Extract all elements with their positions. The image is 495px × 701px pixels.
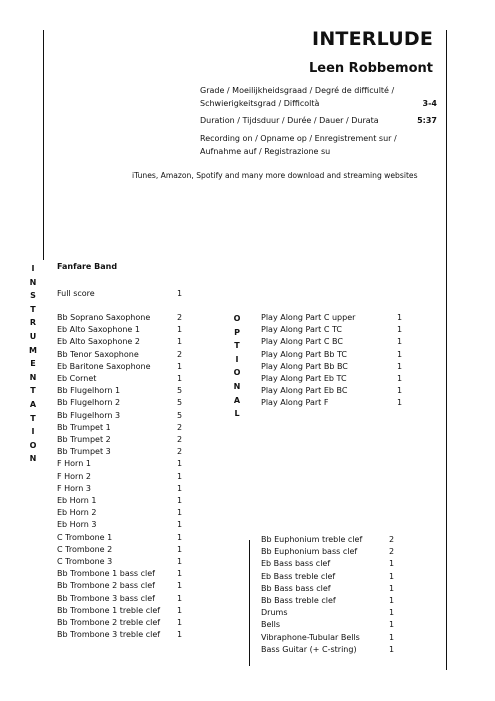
part-quantity: 1 [397,374,403,383]
part-name: Bb Trombone 3 treble clef [57,630,161,640]
part-quantity: 1 [389,559,395,569]
part-quantity: 2 [177,349,183,359]
grade-block [200,84,437,110]
grade-label: Grade / Moeilijkheidsgraad / Degré de difficulté / Schwierigkeitsgrad / Difficoltà [200,86,395,108]
vertical-letter: O [233,368,241,378]
part-quantity: 1 [177,337,183,347]
vertical-letter: O [233,314,241,323]
duration-block [200,114,437,127]
part-name: F Horn 3 [57,483,91,493]
part-quantity: 1 [177,593,183,603]
right-divider-line [446,30,447,670]
composer-name: Leen Robbemont [308,61,433,76]
part-quantity: 1 [177,361,183,371]
vertical-letter: T [30,386,36,396]
part-name: Bb Flugelhorn 2 [57,398,121,408]
part-name: Bb Bass bass clef [261,583,331,593]
part-name: Eb Horn 3 [57,520,97,530]
part-quantity: 1 [177,557,183,566]
instrumentation-vertical-label [28,262,38,466]
vertical-letter: A [233,395,241,405]
part-name: Bb Trumpet 1 [57,422,111,432]
part-quantity: 5 [177,410,183,420]
part-name: Eb Alto Saxophone 2 [57,337,140,347]
part-name: Eb Cornet [57,374,97,383]
part-name: Eb Bass treble clef [261,571,336,581]
vertical-letter: T [30,413,36,423]
part-quantity: 1 [397,325,403,335]
part-name: Play Along Part Eb BC [261,386,348,396]
part-name: C Trombone 2 [57,544,113,554]
vertical-letter: S [30,291,36,301]
part-quantity: 2 [177,447,183,457]
part-quantity: 1 [397,349,403,359]
part-name: Play Along Part Bb TC [261,349,347,359]
part-name: Bb Trombone 3 bass clef [57,593,155,603]
part-name: Bb Flugelhorn 3 [57,410,121,420]
part-quantity: 1 [177,471,183,481]
vertical-letter: U [29,331,37,341]
vertical-letter: O [29,440,37,450]
part-quantity: 1 [389,596,395,605]
part-quantity: 1 [177,325,183,335]
optional-vertical-label [232,312,242,421]
part-name: Bb Trumpet 3 [57,447,111,457]
part-quantity: 1 [177,630,183,640]
part-name: Bb Tenor Saxophone [57,349,139,359]
part-name: Bb Flugelhorn 1 [57,386,121,396]
part-name: Play Along Part Bb BC [261,361,348,371]
part-name: Bells [261,620,281,630]
vertical-letter: I [31,427,35,437]
part-name: Eb Horn 1 [57,496,97,505]
part-name: C Trombone 1 [57,532,113,542]
part-quantity: 1 [389,620,395,630]
part-name: F Horn 2 [57,471,91,481]
bottom-column-divider-line [249,540,250,666]
vertical-letter: I [235,354,239,364]
vertical-letter: T [30,304,36,314]
part-quantity: 1 [177,483,183,493]
part-quantity: 1 [177,605,183,615]
piece-title: INTERLUDE [312,28,433,50]
part-name: Bb Euphonium bass clef [261,547,358,557]
recording-block [200,132,437,158]
part-name: Bb Trombone 1 bass clef [57,569,155,579]
vertical-letter: N [29,454,37,464]
vertical-letter: N [29,277,37,287]
vertical-letter: N [29,372,37,382]
part-quantity: 1 [177,374,183,383]
part-quantity: 1 [397,337,403,347]
part-quantity: 1 [177,569,183,579]
part-quantity: 1 [177,496,183,505]
grade-value: 3-4 [422,99,437,108]
part-name: Eb Alto Saxophone 1 [57,325,140,335]
duration-value: 5:37 [417,116,437,125]
part-name: Bb Trombone 2 treble clef [57,618,161,627]
part-name: Bass Guitar (+ C-string) [261,644,357,654]
left-divider-line [43,30,44,260]
part-quantity: 1 [389,571,395,581]
vertical-letter: N [233,381,241,391]
part-name: Bb Trombone 2 bass clef [57,581,155,591]
part-name: Bb Soprano Saxophone [57,313,151,322]
part-name: Play Along Part Eb TC [261,374,347,383]
part-name: Eb Horn 2 [57,508,97,518]
part-name: Vibraphone-Tubular Bells [261,632,360,642]
part-quantity: 1 [397,398,403,408]
part-quantity: 2 [177,422,183,432]
part-quantity: 1 [177,508,183,518]
part-quantity: 1 [397,313,403,322]
part-name: F Horn 1 [57,459,91,469]
part-quantity: 2 [177,313,183,322]
part-name: C Trombone 3 [57,557,113,566]
part-quantity: 1 [177,581,183,591]
part-name: Eb Baritone Saxophone [57,361,151,371]
vertical-letter: M [29,345,37,355]
part-quantity: 5 [177,386,183,396]
part-quantity: 2 [389,535,395,544]
vertical-letter: L [234,409,240,419]
vertical-letter: A [29,399,37,409]
part-quantity: 5 [177,398,183,408]
part-quantity: 1 [177,618,183,627]
part-name: Play Along Part C upper [261,313,356,322]
part-quantity: 1 [177,459,183,469]
part-quantity: 1 [389,644,395,654]
duration-label: Duration / Tijdsduur / Durée / Dauer / Durata [200,116,379,125]
part-quantity: 2 [177,435,183,444]
part-name: Bb Bass treble clef [261,596,336,605]
part-name: Play Along Part C BC [261,337,343,347]
part-name: Drums [261,608,288,618]
vertical-letter: R [29,318,37,328]
part-quantity: 1 [177,544,183,554]
vertical-letter: I [31,264,35,273]
part-quantity: 1 [389,583,395,593]
part-name: Bb Trombone 1 treble clef [57,605,161,615]
part-name: Play Along Part F [261,398,329,408]
vertical-letter: T [234,341,240,351]
section-title: Fanfare Band [57,262,118,271]
part-quantity: 1 [177,289,183,298]
part-name: Bb Euphonium treble clef [261,535,363,544]
part-quantity: 1 [389,632,395,642]
part-name: Full score [57,289,95,298]
part-quantity: 1 [397,361,403,371]
recording-label: Recording on / Opname op / Enregistrement sur / Aufnahme auf / Registrazione su [200,134,397,156]
part-quantity: 1 [389,608,395,618]
part-quantity: 1 [177,520,183,530]
part-name: Eb Bass bass clef [261,559,331,569]
part-quantity: 2 [389,547,395,557]
stores-line: iTunes, Amazon, Spotify and many more download and streaming websites [132,171,418,180]
part-quantity: 1 [397,386,403,396]
vertical-letter: P [234,327,240,337]
part-name: Bb Trumpet 2 [57,435,111,444]
part-quantity: 1 [177,532,183,542]
vertical-letter: E [30,359,36,369]
part-name: Play Along Part C TC [261,325,342,335]
